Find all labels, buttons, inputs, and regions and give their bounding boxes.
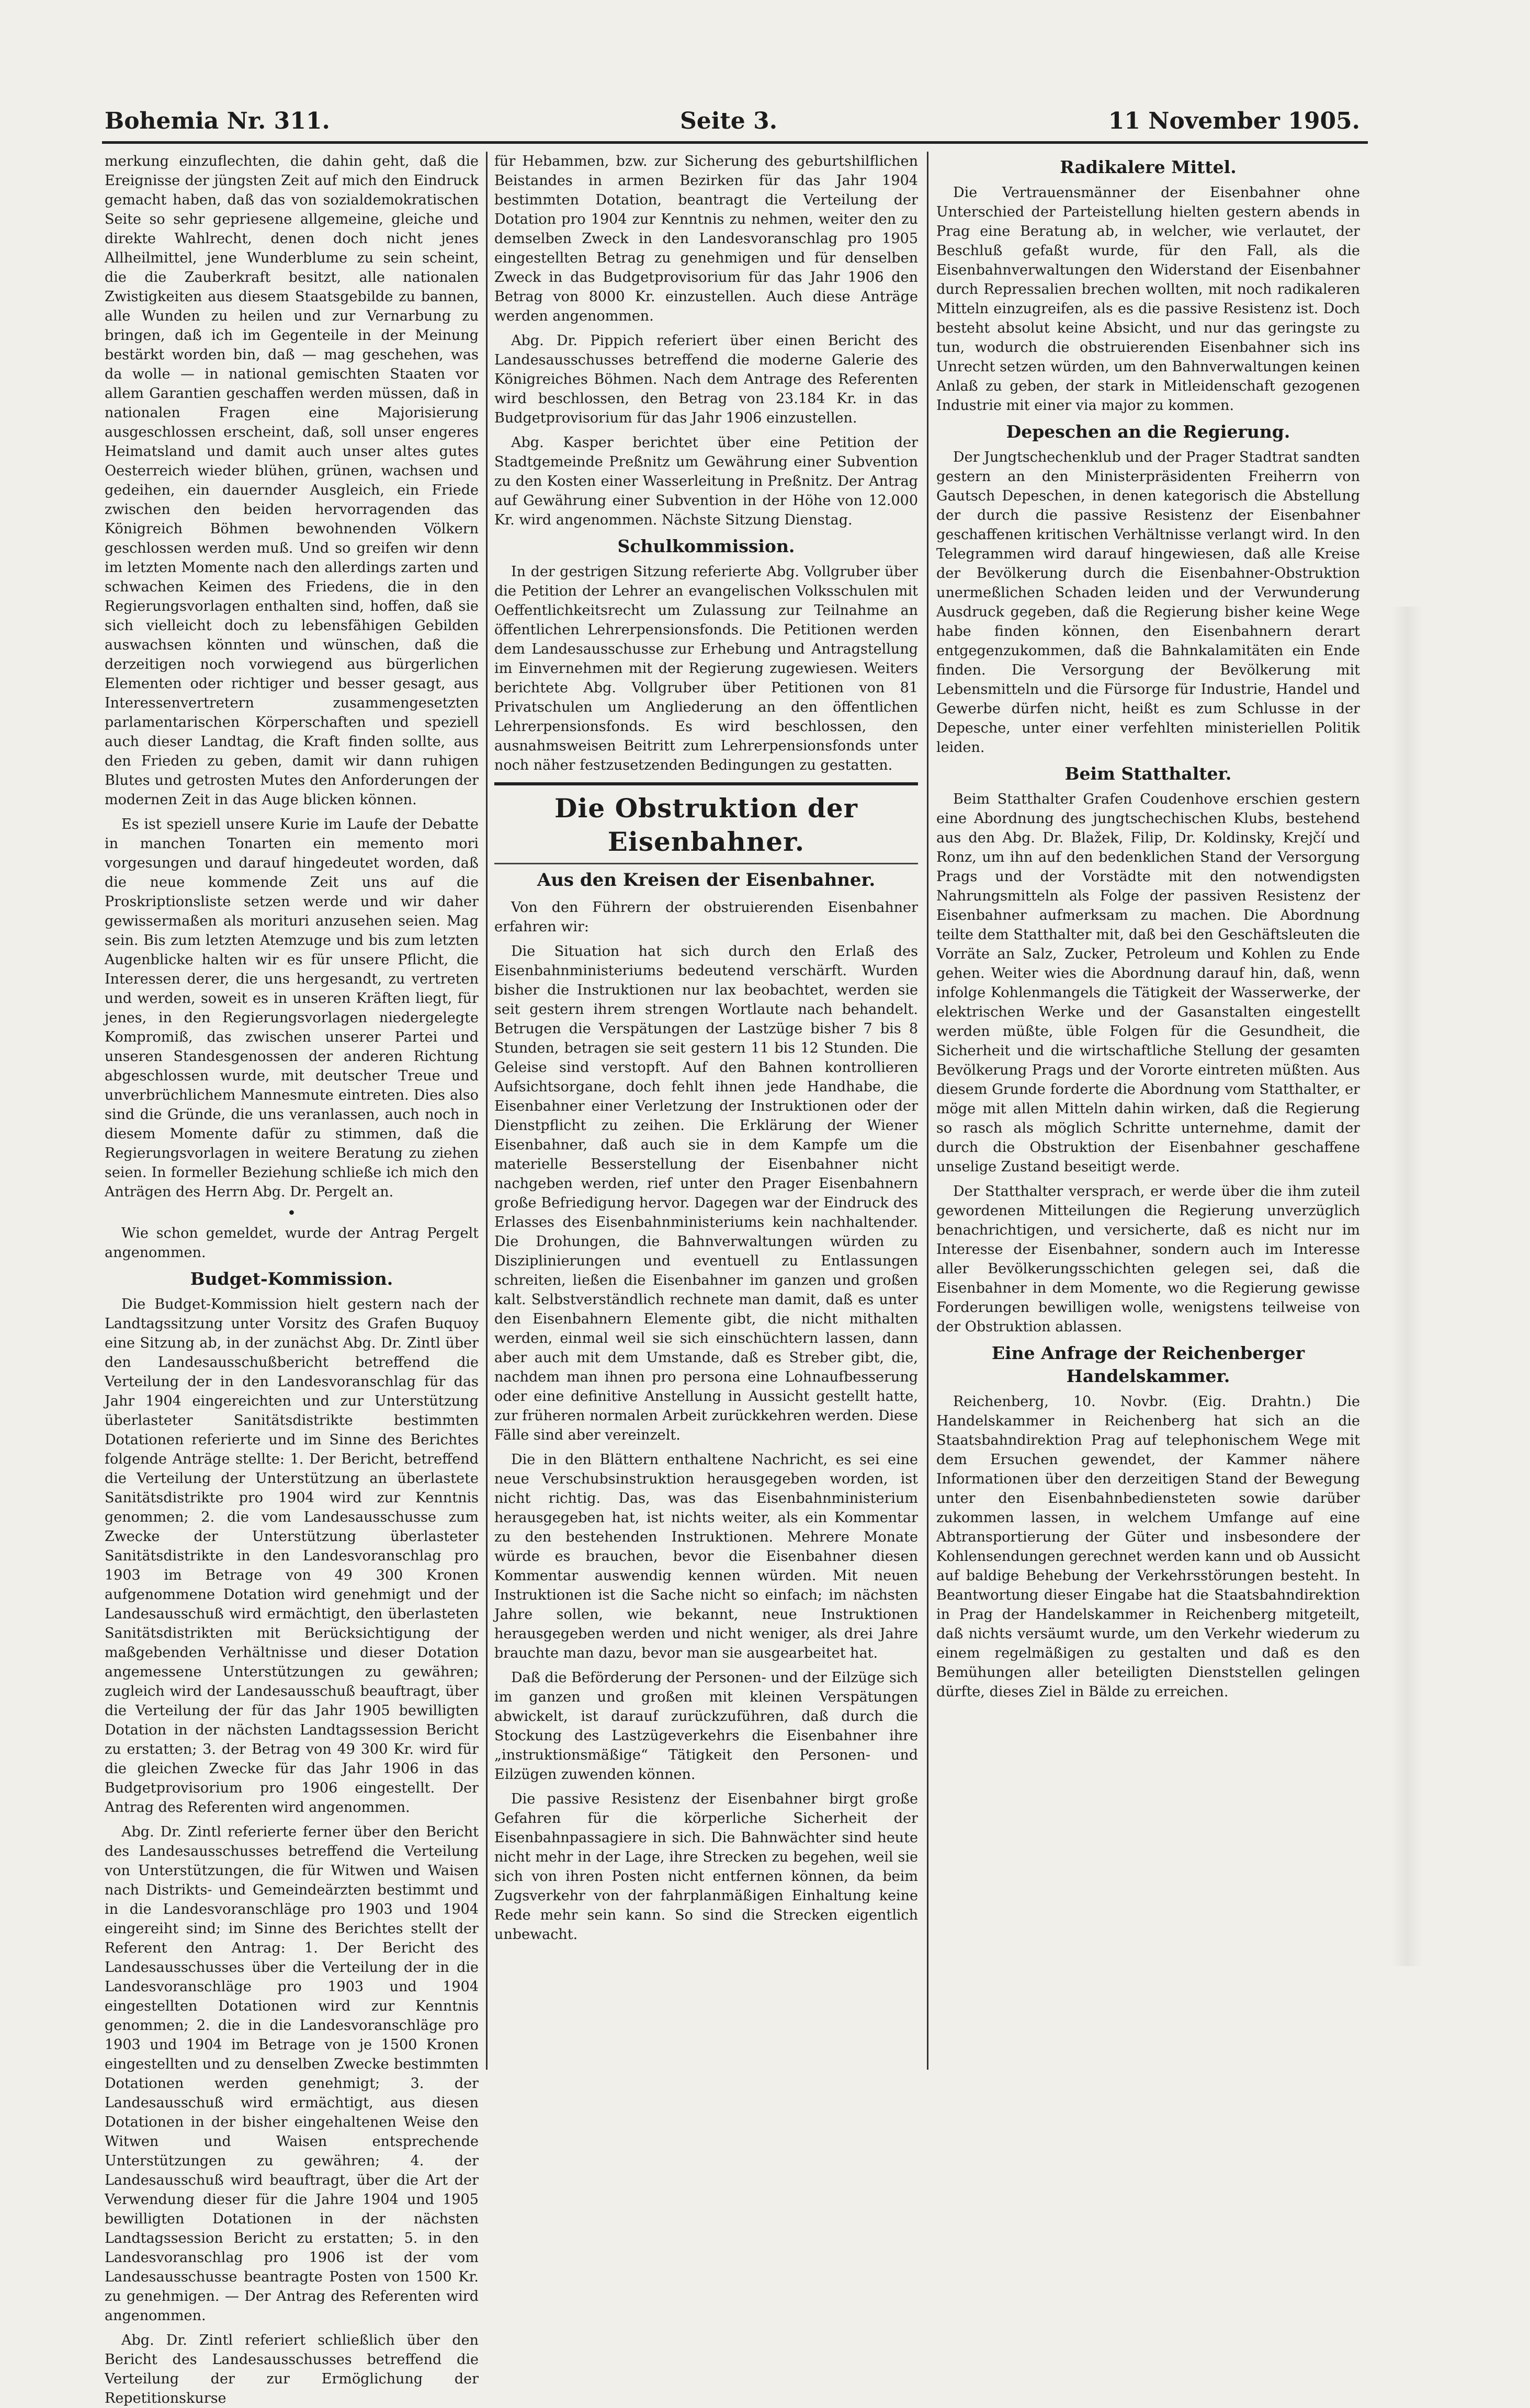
article-paragraph: Der Statthalter versprach, er werde über die ihm zuteil gewordenen Mitteilungen die Regierung unverzüglich benachrichtigen, und versicherte, daß es nicht nur im Interesse der Eisenbahner, sondern auch im Interesse aller Bevölkerungsschichten gelegen sei, daß die Eisenbahner in dem Momente, wo die Regierung gewisse Forderungen bewilligen wolle, wenigstens teilweise von der Obstruktion ablassen. — [936, 1183, 1360, 1335]
sub-headline: Aus den Kreisen der Eisenbahner. — [537, 870, 876, 891]
main-headline: Die Obstruktion der Eisenbahner. — [554, 793, 858, 857]
issue-date: 11 November 1905. — [1108, 108, 1360, 134]
section-heading: Budget-Kommission. — [190, 1269, 393, 1289]
column-3 — [936, 152, 1360, 2085]
header-rule — [102, 141, 1368, 144]
article-paragraph: Wie schon gemeldet, wurde der Antrag Pergelt angenommen. — [105, 1225, 479, 1261]
article-paragraph: Die Budget-Kommission hielt gestern nach der Landtagssitzung unter Vorsitz des Grafen Buquoy eine Sitzung ab, in der zunächst Abg. Dr. Zintl über den Landesausschußbericht betreffend die Verteilung der in den Landesvoranschlag für das Jahr 1904 eingereichten und zur Unterstützung überlasteter Sanitätsdistrikte bestimmten Dotationen referierte und im Sinne des Berichtes folgende Anträge stellte: 1. Der Bericht, betreffend die Verteilung der Unterstützung an überlastete Sanitätsdistrikte pro 1904 wird zur Kenntnis genommen; 2. die vom Landesausschusse zum Zwecke der Unterstützung überlasteter Sanitätsdistrikte in den Landesvoranschlag pro 1903 im Betrage von 49 300 Kronen aufgenommene Dotation wird genehmigt und der Landesausschuß wird ermächtigt, den überlasteten Sanitätsdistrikten mit Berücksichtigung der maßgebenden Verhältnisse und dieser Dotation angemessene Unterstützungen zu gewähren; zugleich wird der Landesausschuß beauftragt, über die Verteilung der für das Jahr 1905 bewilligten Dotation in der nächsten Landtagssession Bericht zu erstatten; 3. der Betrag von 49 300 Kr. wird für die gleichen Zwecke für das Jahr 1906 in das Budgetprovisorium pro 1906 eingestellt. Der Antrag des Referenten wird angenommen. — [105, 1296, 479, 1816]
article-paragraph: für Hebammen, bzw. zur Sicherung des geburtshilflichen Beistandes in armen Bezirken für das Jahr 1904 bestimmten Dotation, beantragt die Verteilung der Dotation pro 1904 zur Kenntnis zu nehmen, weiter den zu demselben Zweck in den Landesvoranschlag pro 1905 eingestellten Betrag zu genehmigen und für denselben Zweck in das Budgetprovisorium für das Jahr 1906 den Betrag von 8000 Kr. einzustellen. Auch diese Anträge werden angenommen. — [494, 153, 918, 324]
page-number: Seite 3. — [680, 108, 778, 134]
article-paragraph: Reichenberg, 10. Novbr. (Eig. Drahtn.) Die Handelskammer in Reichenberg hat sich an die Staatsbahndirektion Prag auf telephonischem Wege mit dem Ersuchen gewendet, der Kammer nähere Informationen über den derzeitigen Stand der Bewegung unter den Eisenbahnbediensteten sowie darüber zukommen lassen, in welchem Umfange auf eine Abtransportierung der Güter und insbesondere der Kohlensendungen gerechnet werden kann und ob Aussicht auf baldige Behebung der Verkehrsstörungen besteht. In Beantwortung dieser Eingabe hat die Staatsbahndirektion in Prag der Handelskammer in Reichenberg mitgeteilt, daß nichts versäumt wurde, um den Verkehr wiederum zu einem regelmäßigen zu gestalten und daß es den Bemühungen aller beteiligten Dienststellen gelingen dürfte, dieses Ziel in Bälde zu erreichen. — [936, 1394, 1360, 1700]
article-paragraph: In der gestrigen Sitzung referierte Abg. Vollgruber über die Petition der Lehrer an evangelischen Volksschulen mit Oeffentlichkeitsrecht um Zulassung zur Teilnahme an öffentlichen Lehrerpensionsfonds. Die Petitionen werden dem Landesausschusse zur Erhebung und Antragstellung im Einvernehmen mit der Regierung zugewiesen. Weiters berichtete Abg. Vollgruber über Petitionen von 81 Privatschulen um Angliederung an den öffentlichen Lehrerpensionsfonds. Es wird beschlossen, den ausnahmsweisen Beitritt zum Lehrerpensionsfonds unter noch näher festzusetzenden Bedingungen zu gestatten. — [494, 564, 918, 773]
article-paragraph: Beim Statthalter Grafen Coudenhove erschien gestern eine Abordnung des jungtschechischen Klubs, bestehend aus den Abg. Dr. Blažek, Filip, Dr. Koldinsky, Krejčí und Ronz, um ihn auf den bedenklichen Stand der Versorgung Prags und der Vorstädte mit den notwendigsten Nahrungsmitteln als Folge der passiven Resistenz der Eisenbahner aufmerksam zu machen. Die Abordnung teilte dem Statthalter mit, daß bei den Geschäftsleuten die Vorräte an Salz, Zucker, Petroleum und Kohlen zu Ende gehen. Weiter wies die Abordnung darauf hin, daß, wenn infolge Kohlenmangels die Tätigkeit der Wasserwerke, der elektrischen Werke und der Gasanstalten eingestellt werden müßte, üble Folgen für die Gesundheit, die Sicherheit und die wirtschaftliche Stellung der gesamten Bevölkerung Prags und der Vororte eintreten müßten. Aus diesem Grunde forderte die Abordnung vom Statthalter, er möge mit allen Mitteln dahin wirken, daß die Regierung so rasch als möglich Schritte unternehme, damit der durch die Obstruktion der Eisenbahner geschaffene unselige Zustand beseitigt werde. — [936, 791, 1360, 1175]
separator-dot: • — [287, 1204, 297, 1223]
section-heading: Eine Anfrage der Reichenberger Handelskammer. — [991, 1343, 1305, 1386]
article-paragraph: Abg. Dr. Pippich referiert über einen Bericht des Landesausschusses betreffend die moderne Galerie des Königreiches Böhmen. Nach dem Antrage des Referenten wird beschlossen, den Betrag von 23.184 Kr. in das Budgetprovisorium für das Jahr 1906 einzustellen. — [494, 333, 918, 426]
column-2 — [494, 152, 918, 2085]
article-paragraph: Daß die Beförderung der Personen- und der Eilzüge sich im ganzen und großen mit kleinen Verspätungen abwickelt, ist darauf zurückzuführen, daß durch die Stockung des Lastzügeverkehrs die Eisenbahner ihre „instruktionsmäßige“ Tätigkeit den Personen- und Eilzügen zuwenden können. — [494, 1670, 918, 1783]
page-header — [105, 108, 1360, 141]
section-rule — [494, 782, 918, 785]
article-paragraph: Der Jungtschechenklub und der Prager Stadtrat sandten gestern an den Ministerpräsidenten Freiherrn von Gautsch Depeschen, in denen kategorisch die Abstellung der durch die passive Resistenz der Eisenbahner geschaffenen kritischen Verhältnisse verlangt wird. In den Telegrammen wird darauf hingewiesen, daß alle Kreise der Bevölkerung durch die Eisenbahner-Obstruktion unermeßlichen Schaden leiden und der Verwunderung Ausdruck gegeben, daß die Regierung bisher keine Wege habe finden können, den Eisenbahnern derart entgegenzukommen, daß die Bahnkalamitäten ein Ende finden. Die Versorgung der Bevölkerung mit Lebensmitteln und die Fürsorge für Industrie, Handel und Gewerbe dürfen nicht, heißt es zum Schlusse in der Depesche, unter einer verfehlten ministeriellen Politik leiden. — [936, 449, 1360, 756]
section-heading: Schulkommission. — [617, 536, 795, 556]
article-paragraph: Die passive Resistenz der Eisenbahner birgt große Gefahren für die körperliche Sicherheit der Eisenbahnpassagiere in sich. Die Bahnwächter sind heute nicht mehr in der Lage, ihre Strecken zu begehen, weil sie sich von ihren Posten nicht entfernen können, da beim Zugsverkehr von der fahrplanmäßigen Einhaltung keine Rede mehr sein kann. So sind die Strecken eigentlich unbewacht. — [494, 1791, 918, 1943]
section-heading: Radikalere Mittel. — [1060, 157, 1237, 177]
article-paragraph: Abg. Kasper berichtet über eine Petition der Stadtgemeinde Preßnitz um Gewährung einer Subvention zu den Kosten einer Wasserleitung in Preßnitz. Der Antrag auf Gewährung einer Subvention in der Höhe von 12.000 Kr. wird angenommen. Nächste Sitzung Dienstag. — [494, 435, 918, 528]
article-paragraph: merkung einzuflechten, die dahin geht, daß die Ereignisse der jüngsten Zeit auf mich den Eindruck gemacht haben, daß das von sozialdemokratischen Seite so sehr gepriesene allgemeine, gleiche und direkte Wahlrecht, denen doch nicht jenes Allheilmittel, jene Wunderblume zu sein scheint, die die Zauberkraft besitzt, alle nationalen Zwistigkeiten aus diesem Staatsgebilde zu bannen, alle Wunden zu heilen und zur Vernarbung zu bringen, daß ich im Gegenteile in der Meinung bestärkt worden bin, daß — mag geschehen, was da wolle — in national gemischten Staaten vor allem Garantien geschaffen werden müssen, daß in nationalen Fragen eine Majorisierung ausgeschlossen erscheint, daß, soll unser engeres Heimatsland und damit auch unser altes gutes Oesterreich wieder blühen, grünen, wachsen und gedeihen, ein dauernder Ausgleich, ein Friede zwischen den beiden hervorragenden das Königreich Böhmen bewohnenden Völkern geschlossen werden muß. Und so greifen wir denn im letzten Momente nach den allerdings zarten und schwachen Keimen des Friedens, die in den Regierungsvorlagen enthalten sind, hoffen, daß sie sich vielleicht doch zu lebensfähigen Gebilden auswachsen könnten und wünschen, daß die derzeitigen noch vorwiegend aus bürgerlichen Elementen oder richtiger und besser gesagt, aus Interessenvertretern zusammengesetzten parlamentarischen Körperschaften und speziell auch dieser Landtag, die Kraft finden sollte, aus den Frieden zu geben, damit wir dann ruhigen Blutes und getrosten Mutes den Anforderungen der modernen Zeit in das Auge blicken können. — [105, 153, 479, 808]
column-1 — [105, 152, 479, 2406]
article-paragraph: Es ist speziell unsere Kurie im Laufe der Debatte in manchen Tonarten ein memento mori vorgesungen und darauf hingedeutet worden, daß die neue kommende Zeit uns auf die Proskriptionsliste setzen werde und wir daher gewissermaßen als morituri anzusehen seien. Mag sein. Bis zum letzten Atemzuge und bis zum letzten Augenblicke halten wir es für unsere Pflicht, die Interessen derer, die uns hergesandt, zu vertreten und werden, soweit es in unseren Kräften liegt, für jenes, in den Regierungsvorlagen niedergelegte Kompromiß, das zwischen unserer Partei und unseren Standesgenossen der anderen Richtung abgeschlossen wurde, mit deutscher Treue und unverbrüchlichem Mannesmute eintreten. Dies also sind die Gründe, die uns veranlassen, auch noch in diesem Momente dafür zu stimmen, daß die Regierungsvorlagen in weitere Beratung zu ziehen seien. In formeller Beziehung schließe ich mich den Anträgen des Herrn Abg. Dr. Pergelt an. — [105, 816, 479, 1200]
article-paragraph: Die in den Blättern enthaltene Nachricht, es sei eine neue Verschubsinstruktion herausgegeben worden, ist nicht richtig. Das, was das Eisenbahnministerium herausgegeben hat, ist nichts weiter, als ein Kommentar zu den bestehenden Instruktionen. Mehrere Monate würde es brauchen, bevor die Eisenbahner diesen Kommentar auswendig kennen würden. Mit neuen Instruktionen ist die Sache nicht so einfach; im nächsten Jahre sollen, wie bekannt, neue Instruktionen herausgegeben werden und nicht weniger, als drei Jahre brauchte man dazu, bevor man sie ausgearbeitet hat. — [494, 1452, 918, 1661]
column-divider — [486, 152, 488, 2070]
headline-rule — [494, 863, 918, 864]
issue-number: Bohemia Nr. 311. — [105, 108, 330, 134]
page-fold-shadow — [1391, 607, 1423, 1966]
article-paragraph: Abg. Dr. Zintl referiert schließlich über den Bericht des Landesausschusses betreffend die Verteilung der zur Ermöglichung der Repetitionskurse — [105, 2332, 479, 2406]
article-paragraph: Die Vertrauensmänner der Eisenbahner ohne Unterschied der Parteistellung hielten gestern abends in Prag eine Beratung ab, in welcher, wie verlautet, der Beschluß gefaßt wurde, für den Fall, als die Eisenbahnverwaltungen den Widerstand der Eisenbahner durch Repressalien brechen wollten, mit noch radikaleren Mitteln einzugreifen, als es die passive Resistenz ist. Doch besteht absolut keine Absicht, und nur das geringste zu tun, wodurch die obstruierenden Eisenbahner sich ins Unrecht setzen würden, um den Bahnverwaltungen keinen Anlaß zu geben, der stark in Mitleidenschaft gezogenen Industrie mit einer via major zu kommen. — [936, 185, 1360, 414]
article-paragraph: Von den Führern der obstruierenden Eisenbahner erfahren wir: — [494, 899, 918, 935]
column-divider — [927, 152, 928, 2070]
article-paragraph: Die Situation hat sich durch den Erlaß des Eisenbahnministeriums bedeutend verschärft. Wurden bisher die Instruktionen nur lax beobachtet, werden sie seit gestern ihrem strengen Wortlaute nach behandelt. Betrugen die Verspätungen der Lastzüge bisher 7 bis 8 Stunden, betragen sie seit gestern 11 bis 12 Stunden. Die Geleise sind verstopft. Auf den Bahnen kontrollieren Aufsichtsorgane, doch fehlt ihnen jede Handhabe, die Eisenbahner einer Verletzung der Instruktionen oder der Dienstpflicht zu zeihen. Die Erklärung der Wiener Eisenbahner, daß auch sie in dem Kampfe um die materielle Besserstellung der Eisenbahner nicht nachgeben werden, rief unter den Prager Eisenbahnern große Befriedigung hervor. Dagegen war der Eindruck des Erlasses des Eisenbahnministeriums kein nachhaltender. Die Drohungen, die Bahnverwaltungen würden zu Disziplinierungen und eventuell zu Entlassungen schreiten, ließen die Eisenbahner im ganzen und großen kalt. Selbstverständlich rechnete man damit, daß es unter den Eisenbahnern Elemente gibt, die nicht mithalten werden, einmal weil sie sich einschüchtern lassen, dann aber auch mit dem Umstande, daß es Streber gibt, die, nachdem man ihnen pro persona eine Lohnaufbesserung oder eine definitive Anstellung in Aussicht gestellt hatte, zur früheren normalen Arbeit zurückkehren werden. Diese Fälle sind aber vereinzelt. — [494, 943, 918, 1443]
article-paragraph: Abg. Dr. Zintl referierte ferner über den Bericht des Landesausschusses betreffend die Verteilung von Unterstützungen, die für Witwen und Waisen nach Distrikts- und Gemeindeärzten bestimmt und in die Landesvoranschläge pro 1903 und 1904 eingereiht sind; im Sinne des Berichtes stellt der Referent den Antrag: 1. Der Bericht des Landesausschusses über die Verteilung der in die Landesvoranschläge pro 1903 und 1904 eingestellten Dotationen wird zur Kenntnis genommen; 2. die in die Landesvoranschläge pro 1903 und 1904 im Betrage von je 1500 Kronen eingestellten und zu denselben Zwecke bestimmten Dotationen werden genehmigt; 3. der Landesausschuß wird ermächtigt, aus diesen Dotationen in der bisher eingehaltenen Weise den Witwen und Waisen entsprechende Unterstützungen zu gewähren; 4. der Landesausschuß wird beauftragt, über die Art der Verwendung dieser für die Jahre 1904 und 1905 bewilligten Dotationen in der nächsten Landtagssession Bericht zu erstatten; 5. in den Landesvoranschlag pro 1906 ist der vom Landesausschusse beantragte Posten von 1500 Kr. zu genehmigen. — Der Antrag des Referenten wird angenommen. — [105, 1824, 479, 2324]
section-heading: Depeschen an die Regierung. — [1006, 421, 1290, 442]
section-heading: Beim Statthalter. — [1064, 763, 1232, 784]
